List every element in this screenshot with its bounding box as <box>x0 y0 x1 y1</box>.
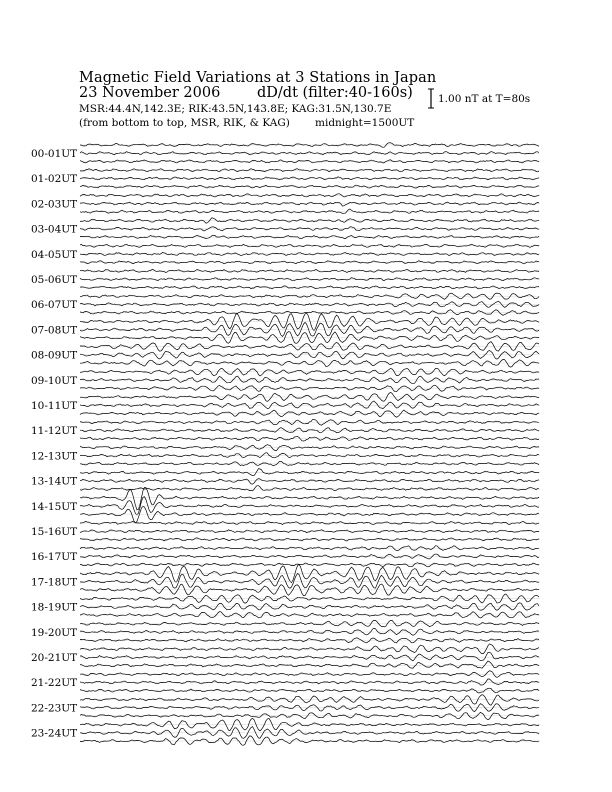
station-coordinates: MSR:44.4N,142.3E; RIK:43.5N,143.8E; KAG:31.5N,130.7E <box>79 103 392 115</box>
hour-label: 16-17UT <box>31 551 78 564</box>
hour-label: 15-16UT <box>31 526 78 538</box>
hour-label: 03-04UT <box>31 223 78 236</box>
hour-row <box>31 368 540 391</box>
hour-label: 12-13UT <box>31 450 78 463</box>
trace-msr <box>80 736 539 745</box>
hour-row <box>31 342 540 368</box>
trace-msr <box>80 332 539 344</box>
hour-label: 13-14UT <box>31 475 78 488</box>
hour-row <box>31 392 540 417</box>
hour-label: 18-19UT <box>31 601 78 614</box>
trace-msr <box>80 638 539 643</box>
trace-msr <box>80 486 539 491</box>
chart-title: Magnetic Field Variations at 3 Stations in Japan <box>79 70 437 86</box>
hour-row <box>31 620 540 643</box>
hour-row <box>31 218 540 239</box>
component-label: dD/dt (filter:40-160s) <box>257 85 413 101</box>
trace-rik <box>80 603 539 610</box>
hour-row <box>31 313 540 343</box>
hour-label: 06-07UT <box>31 299 78 312</box>
hour-row <box>31 644 540 668</box>
hour-row <box>31 194 540 214</box>
hour-label: 22-23UT <box>31 702 78 715</box>
trace-msr <box>80 209 539 214</box>
trace-rik <box>80 679 539 685</box>
trace-rik <box>80 202 539 206</box>
hour-label: 10-11UT <box>31 400 78 412</box>
hour-label: 14-15UT <box>31 500 78 513</box>
hour-row <box>31 564 540 595</box>
trace-kag <box>80 469 539 476</box>
trace-kag <box>80 368 539 376</box>
hour-row <box>31 270 540 289</box>
trace-kag <box>80 420 539 426</box>
hour-label: 09-10UT <box>31 374 78 387</box>
scale-bar <box>428 89 434 108</box>
trace-rik <box>80 652 539 661</box>
hour-row <box>31 143 540 163</box>
trace-order-note: (from bottom to top, MSR, RIK, & KAG) <box>79 117 290 129</box>
hour-row <box>31 594 540 618</box>
midnight-note: midnight=1500UT <box>315 117 415 129</box>
trace-rik <box>80 727 539 739</box>
trace-msr <box>80 563 539 567</box>
hour-row <box>31 244 540 264</box>
hour-row <box>31 420 540 441</box>
hour-label: 11-12UT <box>31 425 78 438</box>
trace-rik <box>80 479 539 485</box>
trace-msr <box>80 360 539 368</box>
hour-row <box>31 718 540 745</box>
hour-row <box>31 487 540 523</box>
hour-label: 07-08UT <box>31 324 78 337</box>
scale-bar-label: 1.00 nT at T=80s <box>438 93 531 105</box>
hour-row <box>31 521 540 541</box>
hour-label: 04-05UT <box>31 248 78 261</box>
trace-msr <box>80 310 539 316</box>
hour-row <box>31 445 540 466</box>
trace-msr <box>80 385 539 392</box>
hour-label: 21-22UT <box>31 677 78 690</box>
chart-date: 23 November 2006 <box>79 85 221 101</box>
trace-msr <box>80 461 539 465</box>
hour-label: 08-09UT <box>31 349 78 362</box>
hour-label: 17-18UT <box>31 576 78 589</box>
hour-row <box>31 169 540 188</box>
trace-rik <box>80 376 539 383</box>
hour-label: 23-24UT <box>31 727 78 740</box>
hour-row <box>31 671 540 693</box>
trace-rik <box>80 453 539 458</box>
trace-kag <box>80 313 539 330</box>
trace-rik <box>80 628 539 635</box>
trace-kag <box>80 695 539 706</box>
hour-label: 20-21UT <box>31 652 78 664</box>
hour-label: 05-06UT <box>31 274 78 286</box>
hour-row <box>31 695 540 720</box>
hour-row <box>31 293 540 315</box>
hour-label: 19-20UT <box>31 626 78 639</box>
hour-row <box>31 546 540 567</box>
trace-rik <box>80 401 539 409</box>
hour-label: 01-02UT <box>31 173 78 186</box>
trace-kag <box>80 718 539 731</box>
hour-label: 00-01UT <box>31 148 78 160</box>
trace-msr <box>80 661 539 668</box>
trace-kag <box>80 342 539 352</box>
trace-msr <box>80 410 539 417</box>
hour-label: 02-03UT <box>31 198 78 211</box>
hour-row <box>31 469 540 491</box>
